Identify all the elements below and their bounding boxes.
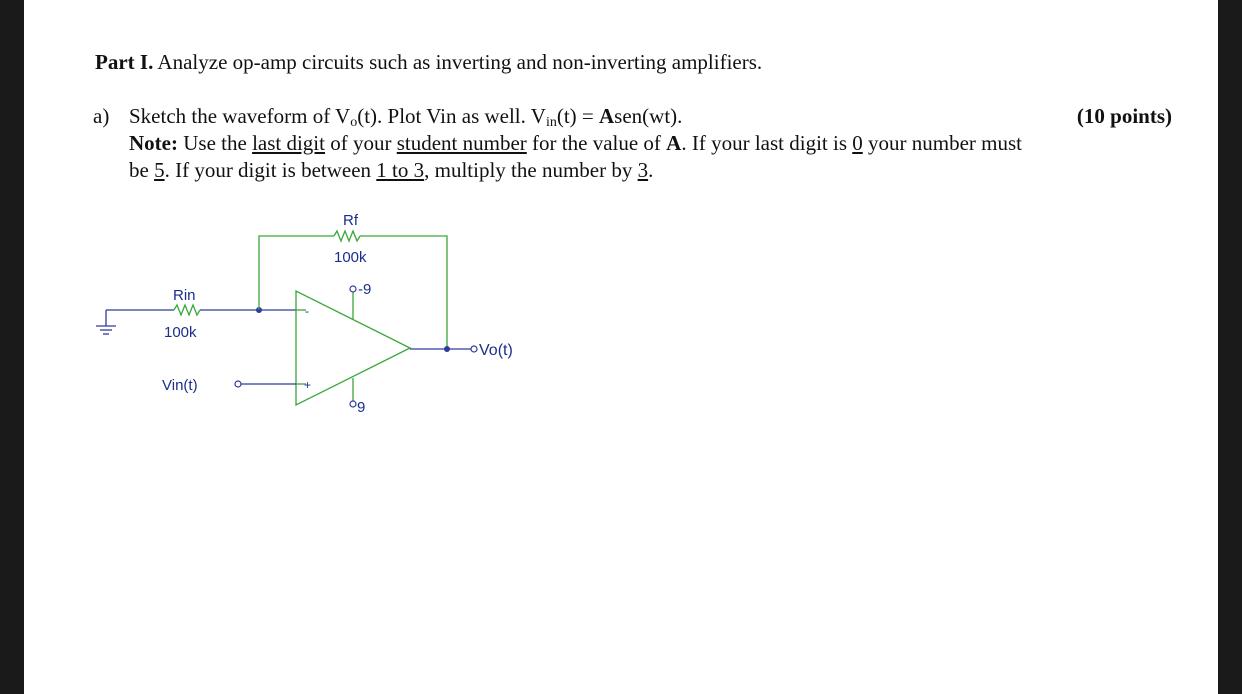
resistor-rf	[334, 231, 360, 241]
resistor-rin	[174, 305, 200, 315]
note-label: Note:	[129, 131, 178, 155]
label-rin: Rin	[173, 287, 196, 304]
q1-text-a: Sketch the waveform of V	[129, 104, 351, 128]
document-page	[24, 0, 1218, 694]
q1-sub-o: o	[350, 115, 358, 130]
terminal-negative-supply	[350, 286, 356, 292]
part-heading-bold: Part I.	[95, 50, 154, 74]
q1-bold-a: A	[599, 104, 615, 128]
terminal-vo	[471, 346, 477, 352]
ground-symbol	[96, 310, 116, 334]
line3-text-2: . If your digit is between	[164, 158, 372, 182]
line3-text-3: , multiply the number by	[424, 158, 633, 182]
label-rf-value: 100k	[334, 249, 367, 266]
line3-underline-3: 3	[637, 158, 649, 182]
line3-text-1: be	[129, 158, 149, 182]
note-underline-student-number: student number	[396, 131, 527, 155]
question-marker: a)	[93, 104, 110, 128]
line3-underline-range: 1 to 3	[376, 158, 425, 182]
q1-text-c: (t) =	[556, 104, 599, 128]
question-points: (10 points)	[1076, 104, 1172, 128]
label-noninverting-sign: +	[304, 378, 312, 392]
note-text-3: for the value of	[532, 131, 661, 155]
line3-underline-5: 5	[154, 158, 165, 182]
label-positive-supply: 9	[357, 399, 366, 416]
label-inverting-sign: -	[305, 304, 309, 318]
terminal-vin	[235, 381, 241, 387]
label-rf: Rf	[343, 212, 358, 229]
label-vin: Vin(t)	[162, 377, 198, 394]
note-text-1: Use the	[183, 131, 247, 155]
note-bold-a: A	[666, 131, 682, 155]
junction-node-output	[444, 346, 450, 352]
note-underline-last-digit: last digit	[252, 131, 325, 155]
terminal-positive-supply	[350, 401, 356, 407]
wire-feedback-right	[360, 236, 447, 349]
line3-text-4: .	[648, 158, 654, 182]
q1-text-d: sen(wt).	[614, 104, 683, 128]
op-amp-circuit-diagram	[24, 0, 1218, 694]
label-rin-value: 100k	[164, 324, 197, 341]
label-negative-supply: -9	[358, 281, 372, 298]
note-text-2: of your	[330, 131, 392, 155]
note-text-5: your number must	[868, 131, 1022, 155]
label-vo: Vo(t)	[479, 342, 513, 359]
note-text-4: . If your last digit is	[681, 131, 847, 155]
q1-text-b: (t). Plot Vin as well. V	[357, 104, 546, 128]
note-underline-zero: 0	[852, 131, 863, 155]
q1-sub-in: in	[545, 115, 557, 130]
part-heading-text: Analyze op-amp circuits such as inverting and non-inverting amplifiers.	[157, 50, 763, 74]
